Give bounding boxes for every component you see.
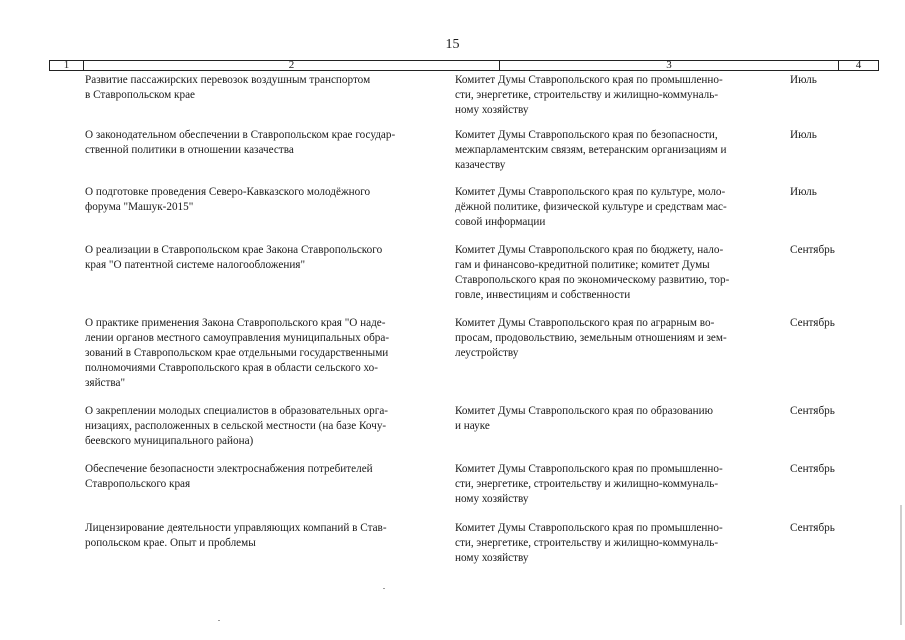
committee-cell xyxy=(455,185,775,230)
committee-line: Комитет Думы Ставропольского края по промышленно- xyxy=(455,463,723,475)
committee-cell xyxy=(455,462,775,507)
topic-cell xyxy=(85,243,440,273)
topic-line: низациях, расположенных в сельской местности (на базе Кочу- xyxy=(85,420,387,432)
topic-cell xyxy=(85,316,440,391)
committee-line: Комитет Думы Ставропольского края по бюджету, нало- xyxy=(455,244,724,256)
month-cell: Сентябрь xyxy=(790,522,835,534)
committee-line: леустройству xyxy=(455,347,519,359)
topic-line: беевского муниципального района) xyxy=(85,435,254,447)
committee-line: Ставропольского края по экономическому развитию, тор- xyxy=(455,274,730,286)
committee-line: дёжной политике, физической культуре и средствам мас- xyxy=(455,201,727,213)
committee-line: Комитет Думы Ставропольского края по промышленно- xyxy=(455,522,723,534)
topic-line: зяйства" xyxy=(85,377,126,389)
topic-line: О практике применения Закона Ставропольского края "О наде- xyxy=(85,317,386,329)
topic-line: О реализации в Ставропольском крае Закона Ставропольского xyxy=(85,244,383,256)
month-cell: Июль xyxy=(790,129,817,141)
committee-line: ному хозяйству xyxy=(455,104,529,116)
committee-line: и науке xyxy=(455,420,490,432)
committee-line: ному хозяйству xyxy=(455,552,529,564)
month-cell: Сентябрь xyxy=(790,317,835,329)
topic-cell xyxy=(85,73,440,103)
committee-cell xyxy=(455,128,775,173)
column-header-4: 4 xyxy=(855,59,862,71)
committee-line: межпарламентским связям, ветеранским организациям и xyxy=(455,144,727,156)
topic-line: ственной политики в отношении казачества xyxy=(85,144,294,156)
topic-line: О законодательном обеспечении в Ставропольском крае государ- xyxy=(85,129,396,141)
committee-line: сти, энергетике, строительству и жилищно-коммуналь- xyxy=(455,537,719,549)
committee-line: казачеству xyxy=(455,159,506,171)
scan-speck xyxy=(218,620,220,621)
month-cell: Сентябрь xyxy=(790,463,835,475)
topic-line: в Ставропольском крае xyxy=(85,89,196,101)
topic-cell xyxy=(85,128,440,158)
topic-line: Развитие пассажирских перевозок воздушным транспортом xyxy=(85,74,371,86)
topic-line: Ставропольского края xyxy=(85,478,191,490)
column-header-1: 1 xyxy=(50,61,84,70)
topic-cell xyxy=(85,521,440,551)
committee-line: говле, инвестициям и собственности xyxy=(455,289,631,301)
month-cell: Сентябрь xyxy=(790,405,835,417)
committee-cell xyxy=(455,73,775,118)
topic-line: О подготовке проведения Северо-Кавказского молодёжного xyxy=(85,186,371,198)
committee-cell xyxy=(455,316,775,361)
committee-line: Комитет Думы Ставропольского края по промышленно- xyxy=(455,74,723,86)
month-cell: Июль xyxy=(790,186,817,198)
committee-cell xyxy=(455,404,775,434)
committee-line: Комитет Думы Ставропольского края по безопасности, xyxy=(455,129,718,141)
committee-line: совой информации xyxy=(455,216,546,228)
committee-line: Комитет Думы Ставропольского края по образованию xyxy=(455,405,713,417)
topic-line: края "О патентной системе налогообложения" xyxy=(85,259,306,271)
committee-cell xyxy=(455,521,775,566)
topic-line: Обеспечение безопасности электроснабжения потребителей xyxy=(85,463,373,475)
committee-line: сти, энергетике, строительству и жилищно-коммуналь- xyxy=(455,478,719,490)
scan-edge-shadow xyxy=(900,505,902,625)
committee-line: сти, энергетике, строительству и жилищно-коммуналь- xyxy=(455,89,719,101)
committee-line: Комитет Думы Ставропольского края по культуре, моло- xyxy=(455,186,726,198)
column-header-2: 2 xyxy=(84,61,500,70)
committee-line: гам и финансово-кредитной политике; комитет Думы xyxy=(455,259,710,271)
committee-line: ному хозяйству xyxy=(455,493,529,505)
topic-cell xyxy=(85,185,440,215)
column-header-3: 3 xyxy=(500,61,839,70)
scan-speck xyxy=(383,588,385,589)
topic-line: полномочиями Ставропольского края в области сельского хо- xyxy=(85,362,378,374)
month-cell: Сентябрь xyxy=(790,244,835,256)
topic-line: Лицензирование деятельности управляющих компаний в Став- xyxy=(85,522,387,534)
topic-line: ропольском крае. Опыт и проблемы xyxy=(85,537,256,549)
topic-cell xyxy=(85,404,440,449)
topic-line: форума "Машук-2015" xyxy=(85,201,194,213)
committee-cell xyxy=(455,243,775,303)
topic-cell xyxy=(85,462,440,492)
topic-line: О закреплении молодых специалистов в образовательных орга- xyxy=(85,405,389,417)
committee-line: Комитет Думы Ставропольского края по аграрным во- xyxy=(455,317,715,329)
page-number: 15 xyxy=(445,37,460,52)
committee-line: просам, продовольствию, земельным отношениям и зем- xyxy=(455,332,727,344)
month-cell: Июль xyxy=(790,74,817,86)
table-header xyxy=(49,60,879,71)
topic-line: зований в Ставропольском крае отдельными государственными xyxy=(85,347,389,359)
topic-line: лении органов местного самоуправления муниципальных обра- xyxy=(85,332,390,344)
